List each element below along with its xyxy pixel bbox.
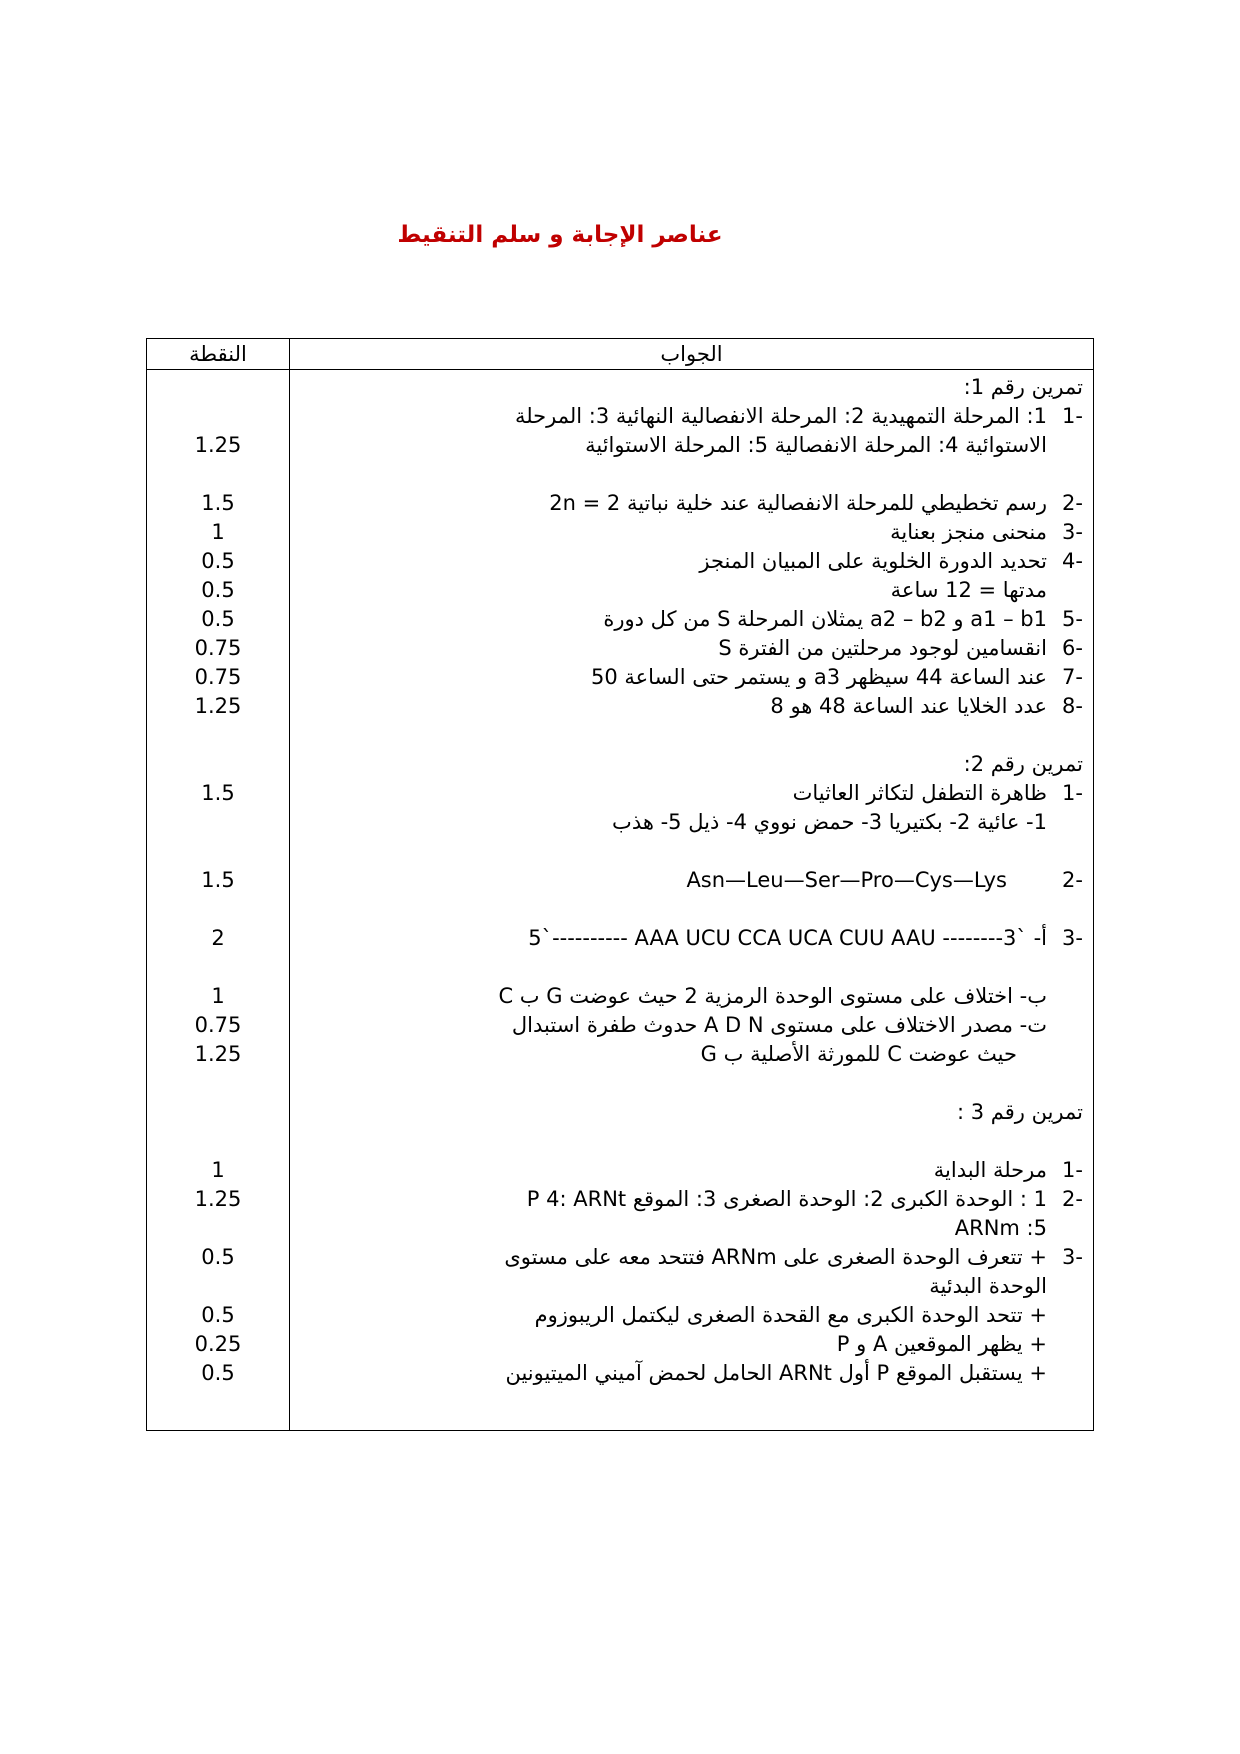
answer-text: 1- عائية 2- بكتيريا 3- حمض نووي 4- ذيل 5- هذب [612,810,1047,834]
answer-text: حيث عوضت C للمورثة الأصلية ب G [700,1042,1017,1066]
answer-line [288,1243,1083,1272]
item-number: -3 [1062,1245,1083,1269]
answer-text: منحنى منجز بعناية [890,520,1047,544]
answer-line [288,808,1083,837]
answer-text: انقسامين لوجود مرحلتين من الفترة S [718,636,1047,660]
answer-text: أ- [1026,926,1047,950]
exercise-heading [288,750,1083,779]
point-value: 0.5 [201,1361,235,1385]
answer-text: ب- اختلاف على مستوى الوحدة الرمزية 2 حيث عوضت G ب C [498,984,1047,1008]
answer-text: 5: ARNm [954,1216,1047,1240]
answer-line [288,1156,1083,1185]
answer-text: الاستوائية 4: المرحلة الانفصالية 5: المرحلة الاستوائية [585,433,1047,457]
answer-line [288,779,1083,808]
answer-line [288,547,1083,576]
exercise-heading [288,1098,1083,1127]
point-value: 1.5 [201,868,235,892]
answer-sequence: Asn—Leu—Ser—Pro—Cys—Lys [686,868,1007,892]
answer-line [288,1040,1083,1069]
point-value: 0.5 [201,1245,235,1269]
answer-line [288,1359,1083,1388]
answer-sequence: 5`---------- AAA UCU CCA UCA CUU AAU --------3` [528,926,1027,950]
item-number: -2 [1062,868,1083,892]
point-value: 0.75 [194,665,242,689]
page-title: عناصر الإجابة و سلم التنقيط [397,222,723,248]
answer-text: a1 – b1 و a2 – b2 يمثلان المرحلة S من كل دورة [603,607,1047,631]
answer-text: تمرين رقم 1: [963,375,1083,399]
point-value: 1.5 [201,491,235,515]
answer-line [288,1330,1083,1359]
answer-line [288,1272,1083,1301]
answer-text: رسم تخطيطي للمرحلة الانفصالية عند خلية نباتية 2 = 2n [549,491,1047,515]
item-number: -3 [1062,520,1083,544]
item-number: -2 [1062,1187,1083,1211]
answer-text: + يظهر الموقعين A و P [836,1332,1047,1356]
point-value: 1.25 [194,1187,242,1211]
answer-line [288,431,1083,460]
answer-text: تمرين رقم 2: [963,752,1083,776]
answer-text: مرحلة البداية [933,1158,1047,1182]
item-number: -3 [1062,926,1083,950]
item-number: -5 [1062,607,1083,631]
answer-line [288,982,1083,1011]
item-number: -4 [1062,549,1083,573]
answer-text: 1: المرحلة التمهيدية 2: المرحلة الانفصالية النهائية 3: المرحلة [514,404,1047,428]
answer-table [146,338,1094,1431]
item-number: -1 [1062,781,1083,805]
answer-line [288,924,1083,953]
answer-line [288,605,1083,634]
point-value: 1 [211,520,225,544]
answer-line [288,866,1083,895]
answer-line [288,1214,1083,1243]
point-value: 0.5 [201,1303,235,1327]
answer-line [288,692,1083,721]
answer-text: تمرين رقم 3 : [956,1100,1083,1124]
point-value: 0.75 [194,636,242,660]
answer-line [288,518,1083,547]
answer-text: تحديد الدورة الخلوية على المبيان المنجز [699,549,1047,573]
item-number: -1 [1062,1158,1083,1182]
answer-text: ظاهرة التطفل لتكاثر العاثيات [792,781,1047,805]
item-number: -8 [1062,694,1083,718]
answer-line [288,663,1083,692]
answer-line [288,576,1083,605]
answer-text: + تتعرف الوحدة الصغرى على ARNm فتتحد معه على مستوى [504,1245,1047,1269]
point-value: 0.5 [201,578,235,602]
answer-line [288,402,1083,431]
point-value: 1.25 [194,1042,242,1066]
answer-text: عند الساعة 44 سيظهر a3 و يستمر حتى الساعة 50 [590,665,1047,689]
item-number: -6 [1062,636,1083,660]
answer-line [288,1301,1083,1330]
point-value: 1 [211,984,225,1008]
answer-text: عدد الخلايا عند الساعة 48 هو 8 [770,694,1047,718]
exercise-heading [288,373,1083,402]
answer-column-header: الجواب [660,342,723,366]
point-value: 2 [211,926,225,950]
point-value: 1.5 [201,781,235,805]
item-number: -1 [1062,404,1083,428]
answer-text: 1 : الوحدة الكبرى 2: الوحدة الصغرى 3: الموقع P 4: ARNt [526,1187,1047,1211]
answer-line [288,634,1083,663]
point-value: 0.5 [201,549,235,573]
answer-line [288,1011,1083,1040]
answer-text: ت- مصدر الاختلاف على مستوى A D N حدوث طفرة استبدال [511,1013,1047,1037]
header-divider [147,369,1093,370]
point-value: 1.25 [194,694,242,718]
answer-text: + تتحد الوحدة الكبرى مع القحدة الصغرى ليكتمل الريبوزوم [534,1303,1047,1327]
item-number: -7 [1062,665,1083,689]
points-column-header: النقطة [189,342,247,366]
answer-line [288,1185,1083,1214]
point-value: 0.5 [201,607,235,631]
point-value: 1.25 [194,433,242,457]
point-value: 1 [211,1158,225,1182]
item-number: -2 [1062,491,1083,515]
point-value: 0.25 [194,1332,242,1356]
answer-text: + يستقبل الموقع P أول ARNt الحامل لحمض آميني الميتيونين [505,1361,1047,1385]
answer-text: مدتها = 12 ساعة [890,578,1047,602]
answer-text: الوحدة البدئية [929,1274,1047,1298]
point-value: 0.75 [194,1013,242,1037]
answer-line [288,489,1083,518]
